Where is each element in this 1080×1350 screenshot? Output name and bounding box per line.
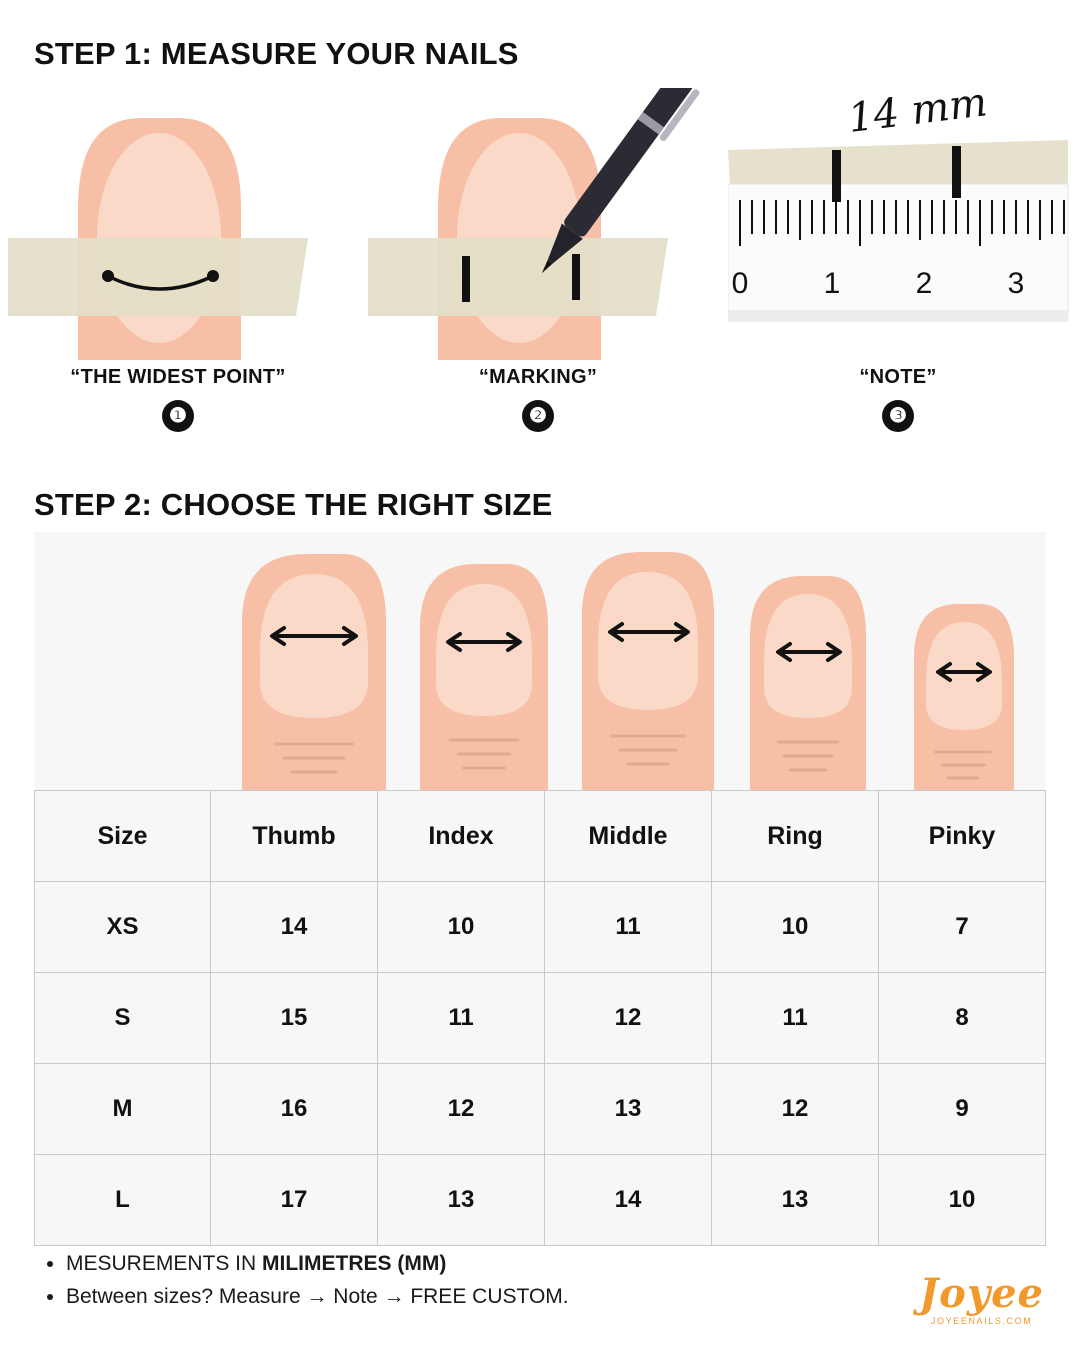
finger-widest-point-illustration <box>8 88 348 360</box>
panel-widest-point <box>8 88 348 448</box>
brand-url: JOYEENAILS.COM <box>930 1316 1033 1326</box>
table-header-pinky: Pinky <box>879 791 1046 882</box>
cell-middle: 13 <box>545 1064 712 1155</box>
handwritten-measurement: 14 mm <box>845 88 990 142</box>
step1-panels <box>0 88 1080 448</box>
table-header-ring: Ring <box>712 791 879 882</box>
cell-pinky: 7 <box>879 882 1046 973</box>
brand-logo <box>919 1270 1044 1326</box>
cell-pinky: 8 <box>879 973 1046 1064</box>
finger-marking-illustration <box>368 88 708 360</box>
panel-3-number: ❸ <box>882 400 914 432</box>
footnote-units-bold: MILIMETRES (MM) <box>262 1252 447 1275</box>
svg-text:1: 1 <box>823 267 841 300</box>
panel-1-number: ❶ <box>162 400 194 432</box>
cell-size: M <box>35 1064 211 1155</box>
step2-title: STEP 2: CHOOSE THE RIGHT SIZE <box>34 487 553 522</box>
ruler-illustration <box>728 88 1068 360</box>
footnotes <box>44 1248 569 1313</box>
cell-ring: 12 <box>712 1064 879 1155</box>
table-row <box>35 882 1046 973</box>
cell-index: 12 <box>378 1064 545 1155</box>
footnote-units-prefix: MESUREMENTS IN <box>66 1252 263 1275</box>
brand-name: Joyee <box>919 1270 1044 1317</box>
table-row <box>35 973 1046 1064</box>
cell-index: 13 <box>378 1155 545 1246</box>
cell-size: L <box>35 1155 211 1246</box>
cell-index: 10 <box>378 882 545 973</box>
panel-1-caption: “THE WIDEST POINT” <box>70 366 286 388</box>
footnote-units <box>66 1248 569 1281</box>
finger-index <box>420 564 548 790</box>
cell-pinky: 10 <box>879 1155 1046 1246</box>
finger-ring <box>750 576 866 790</box>
cell-middle: 11 <box>545 882 712 973</box>
cell-thumb: 15 <box>211 973 378 1064</box>
finger-thumb <box>242 554 386 790</box>
cell-size: S <box>35 973 211 1064</box>
cell-index: 11 <box>378 973 545 1064</box>
table-header-row <box>35 791 1046 882</box>
cell-thumb: 17 <box>211 1155 378 1246</box>
finger-width-illustration-strip <box>34 532 1046 790</box>
table-header-middle: Middle <box>545 791 712 882</box>
panel-2-caption: “MARKING” <box>478 366 598 388</box>
cell-ring: 13 <box>712 1155 879 1246</box>
table-row <box>35 1155 1046 1246</box>
cell-middle: 14 <box>545 1155 712 1246</box>
table-header-size: Size <box>35 791 211 882</box>
svg-text:0: 0 <box>731 267 749 300</box>
cell-size: XS <box>35 882 211 973</box>
footnote-between-sizes: • Between sizes? Measure → Note → FREE CUSTOM. <box>66 1281 569 1314</box>
table-header-index: Index <box>378 791 545 882</box>
finger-pinky <box>914 604 1014 790</box>
cell-middle: 12 <box>545 973 712 1064</box>
svg-text:2: 2 <box>915 267 933 300</box>
cell-pinky: 9 <box>879 1064 1046 1155</box>
table-header-thumb: Thumb <box>211 791 378 882</box>
step1-title: STEP 1: MEASURE YOUR NAILS <box>34 36 519 71</box>
cell-thumb: 16 <box>211 1064 378 1155</box>
panel-marking <box>368 88 708 448</box>
cell-ring: 11 <box>712 973 879 1064</box>
cell-thumb: 14 <box>211 882 378 973</box>
finger-middle <box>582 552 714 790</box>
svg-text:3: 3 <box>1007 267 1025 300</box>
table-row <box>35 1064 1046 1155</box>
panel-note <box>728 88 1068 448</box>
size-table <box>34 790 1046 1246</box>
panel-3-caption: “NOTE” <box>859 366 937 388</box>
panel-2-number: ❷ <box>522 400 554 432</box>
cell-ring: 10 <box>712 882 879 973</box>
